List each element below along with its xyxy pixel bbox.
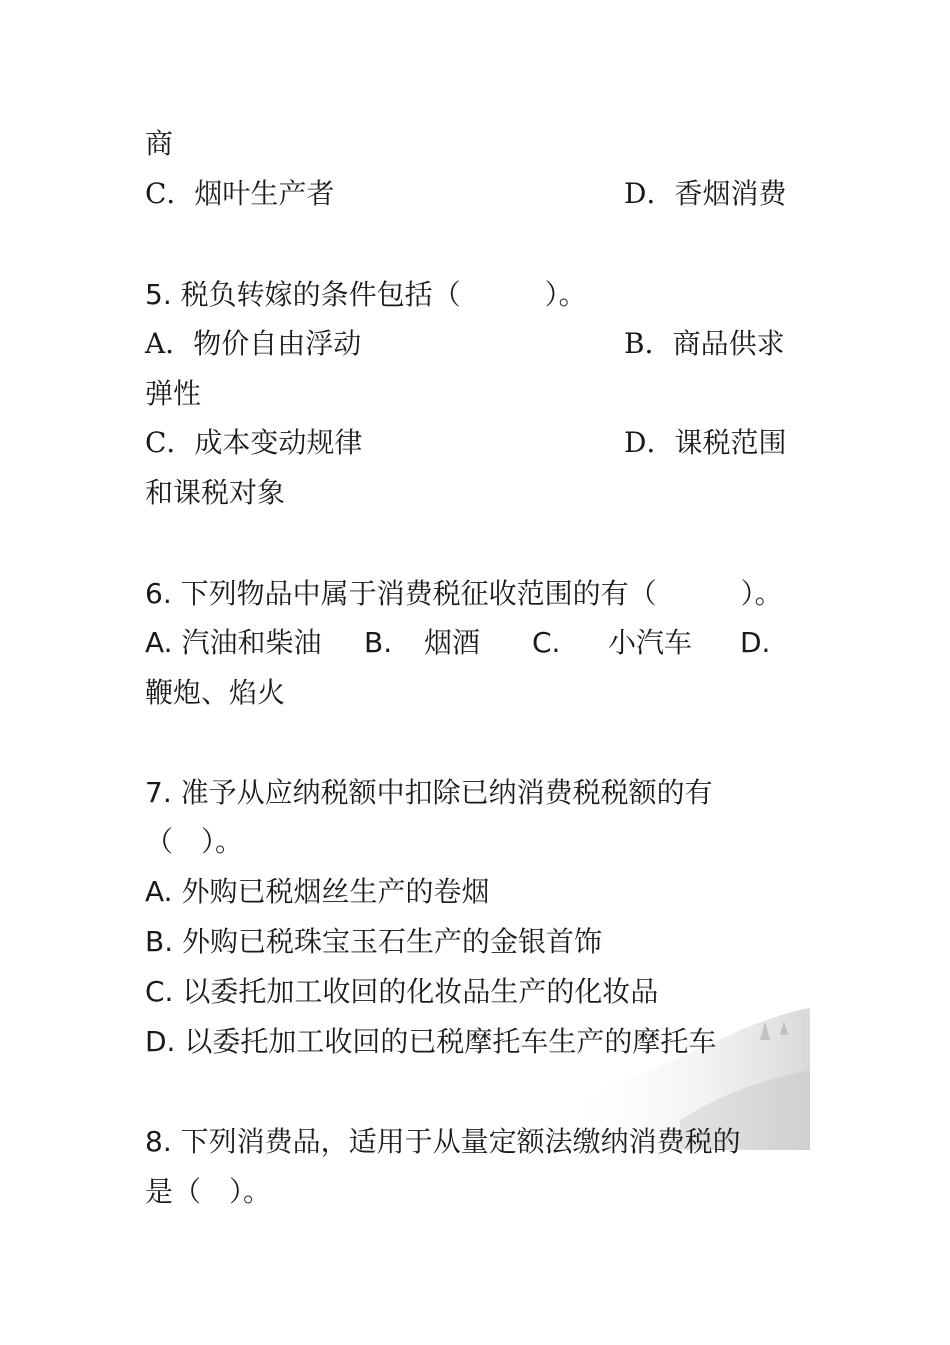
q6-option-c-letter: C. [532,626,561,659]
q5-stem: 5. 税负转嫁的条件包括（ ）。 [145,278,587,311]
q6-stem: 6. 下列物品中属于消费税征收范围的有（ ）。 [145,577,783,610]
q8-stem-cont: 是（ ）。 [145,1175,272,1208]
q5-option-a: A．物价自由浮动 [145,327,362,360]
q5-option-b-cont: 弹性 [145,377,202,410]
q6-option-d-letter: D. [740,626,771,659]
q6-option-c-text: 小汽车 [608,626,693,659]
q8-stem: 8. 下列消费品，适用于从量定额法缴纳消费税的 [145,1125,741,1158]
q7-option-d: D. 以委托加工收回的已税摩托车生产的摩托车 [145,1025,717,1058]
q6-option-d-cont: 鞭炮、焰火 [145,676,286,709]
q6-option-a: A. 汽油和柴油 [145,626,322,659]
q6-option-b-text: 烟酒 [424,626,481,659]
q5-option-c: C．成本变动规律 [145,426,363,459]
q5-option-d-cont: 和课税对象 [145,476,286,509]
q4-option-c: C．烟叶生产者 [145,177,335,210]
q4-option-d: D．香烟消费 [624,177,787,210]
q7-stem-cont: （ ）。 [145,825,244,858]
q4-option-cont: 商 [145,127,174,160]
q7-option-b: B. 外购已税珠宝玉石生产的金银首饰 [145,925,603,958]
q7-stem: 7. 准予从应纳税额中扣除已纳消费税税额的有 [145,776,713,809]
q5-option-b: B．商品供求 [624,327,785,360]
q5-option-d: D．课税范围 [624,426,787,459]
q6-option-b-letter: B. [364,626,393,659]
q7-option-c: C. 以委托加工收回的化妆品生产的化妆品 [145,975,659,1008]
q7-option-a: A. 外购已税烟丝生产的卷烟 [145,875,490,908]
